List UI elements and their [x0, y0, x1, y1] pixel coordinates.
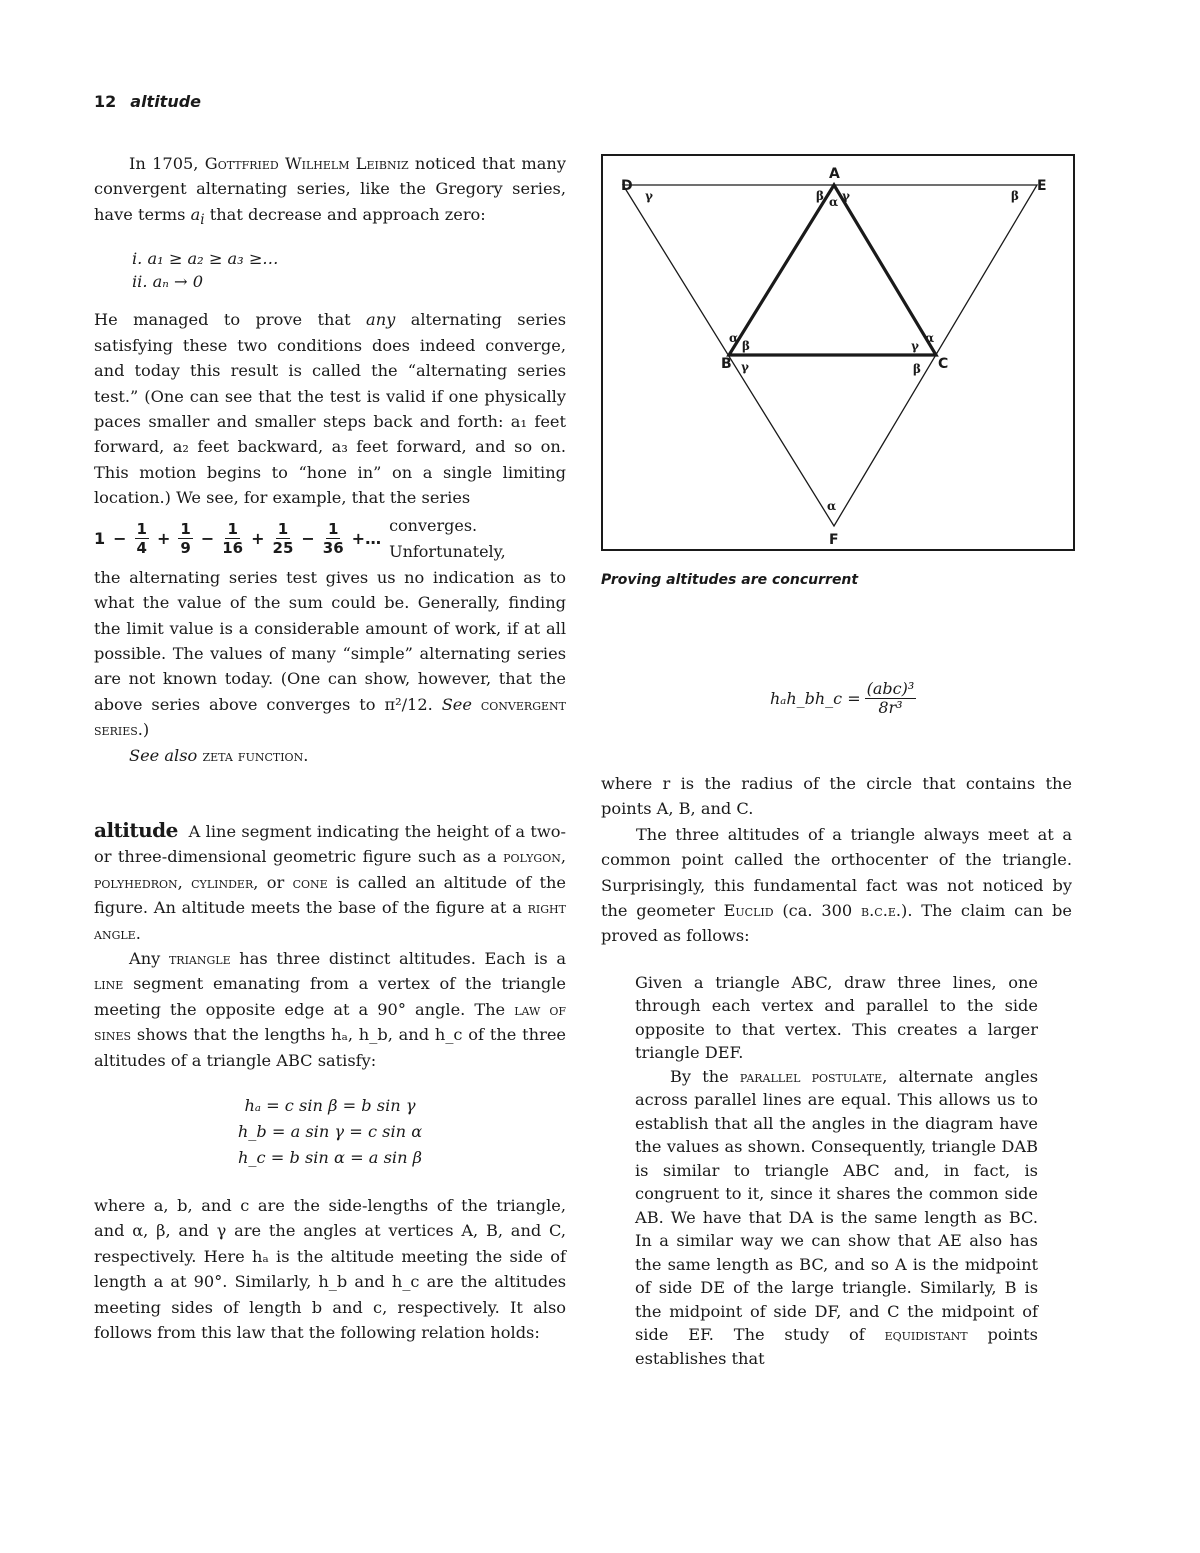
inner-triangle — [729, 185, 936, 355]
ref-triangle[interactable]: triangle — [168, 948, 231, 968]
ref-law-of-sines[interactable]: law of sines — [94, 999, 566, 1045]
product-formula — [770, 680, 916, 717]
angle-C-beta: β — [913, 362, 921, 376]
left-column — [94, 151, 566, 1345]
paragraph-test: He managed to prove that any alternating series satisfying these two conditions does indeed converge, and today this result is called the “alternating series test.” (One can see that the test is valid if one physically paces smaller and smaller steps back and forth: a₁ feet forward, a₂ feet backward, a₃ feet forward, and so on. This motion begins to “hone in” on a single limiting location.) We see, for example, that the series — [94, 310, 566, 508]
condition-ii: ii. aₙ → 0 — [132, 272, 204, 292]
angle-B-gamma: γ — [741, 360, 749, 374]
ref-right-angle[interactable]: right angle — [94, 898, 566, 943]
right-column — [601, 771, 1072, 1370]
ref-cone[interactable]: cone — [292, 872, 328, 892]
equations — [94, 1093, 566, 1171]
label-C: C — [938, 356, 949, 372]
label-B: B — [721, 356, 732, 372]
label-A: A — [829, 166, 840, 182]
paragraph-limit: the alternating series test gives us no indication as to what the value of the sum could be. Generally, finding the limit value is a considerable amount of work, if at all possible. The values of many “simple” alternating series are not known today. (One can show, however, that the above series above converges to π²/12. See convergent series.) — [94, 567, 566, 740]
see-also: See also zeta function. — [129, 745, 309, 765]
entry-altitude: altitude A line segment indicating the height of a two- or three-dimensional geometric figure such as a polygon, polyhedron, cylinder, or cone is called an altitude of the figure. An altitude meets the base of the figure at a right angle. — [94, 817, 567, 943]
angle-D-gamma: γ — [645, 189, 653, 203]
paragraph-leibniz: In 1705, Gottfried Wilhelm Leibniz noticed that many convergent alternating series, like the Gregory series, have terms $a_i$ that decrease and approach zero: — [94, 154, 566, 229]
ref-zeta-function[interactable]: zeta function — [202, 745, 304, 765]
paragraph-orthocenter: The three altitudes of a triangle always meet at a common point called the orthocenter of the triangle. Surprisingly, this fundamental fact was not noticed by the geometer Euclid (ca. 300 b.c.e.). The claim can be proved as follows: — [601, 824, 1072, 946]
formula-denominator: 8r³ — [878, 698, 903, 717]
fraction: $\frac{1}{4}$ — [136, 520, 147, 558]
triangle-diagram — [603, 156, 1073, 549]
figure-box — [601, 154, 1075, 551]
label-F: F — [829, 532, 839, 548]
angle-A-gamma: γ — [842, 189, 850, 203]
angle-F-alpha: α — [827, 499, 837, 513]
fraction: $\frac{1}{16}$ — [222, 520, 244, 558]
angle-B-alpha: α — [729, 331, 739, 345]
paragraph-radius: where r is the radius of the circle that contains the points A, B, and C. — [601, 774, 1072, 819]
formula-numerator: (abc)³ — [866, 679, 915, 698]
running-header — [94, 92, 201, 111]
angle-B-beta: β — [742, 339, 750, 353]
condition-i: i. a₁ ≥ a₂ ≥ a₃ ≥… — [132, 249, 279, 269]
ref-line[interactable]: line — [94, 974, 124, 994]
fraction: $\frac{1}{9}$ — [180, 520, 191, 558]
label-D: D — [621, 178, 633, 194]
fraction: $\frac{1}{25}$ — [272, 520, 294, 558]
condition-list — [132, 247, 566, 293]
ref-parallel-postulate[interactable]: parallel postulate — [739, 1066, 883, 1086]
equation-1: hₐ = c sin β = b sin γ — [244, 1096, 416, 1116]
proof-paragraph-1: Given a triangle ABC, draw three lines, one through each vertex and parallel to the side opposite to that vertex. This creates a larger triangle DEF. — [635, 972, 1038, 1063]
figure-caption: Proving altitudes are concurrent — [601, 572, 859, 588]
ref-equidistant[interactable]: equidistant — [884, 1325, 968, 1345]
proof-paragraph-2: By the parallel postulate, alternate angles across parallel lines are equal. This allows us to establish that all the angles in the diagram have the values as shown. Consequently, triangle DAB is similar to triangle ABC and, in fact, is congruent to it, since it shares the common side AB. We have that DA is the same length as BC. In a similar way we can show that AE also has the same length as BC, and so A is the midpoint of side DE of the large triangle. Similarly, B is the midpoint of side DF, and C the midpoint of side EF. The study of equidistant points establishes that — [635, 1066, 1038, 1368]
ref-leibniz[interactable]: Gottfried Wilhelm Leibniz — [204, 154, 409, 173]
running-title: altitude — [130, 92, 202, 111]
angle-C-gamma: γ — [911, 339, 919, 353]
fraction: $\frac{1}{36}$ — [322, 520, 344, 558]
series-expression: 1 − $\frac{1}{4}$ + $\frac{1}{9}$ − $\frac{1}{16}$ + $\frac{1}{25}$ − $\frac{1}{36}$ +… converges. Unfortunately, — [94, 516, 506, 561]
formula-lhs: hₐh_bh_c = — [770, 689, 861, 708]
paragraph-where: where a, b, and c are the side-lengths of the triangle, and α, β, and γ are the angles at vertices A, B, and C, respectively. Here hₐ is the altitude meeting the side of length a at 90°. Similarly, h_b and h_c are the altitudes meeting sides of length b and c, respectively. It also follows from this law that the following relation holds: — [94, 1196, 566, 1343]
angle-C-alpha: α — [925, 331, 935, 345]
formula-fraction — [865, 680, 917, 717]
angle-E-beta: β — [1011, 189, 1019, 203]
equation-3: h_c = b sin α = a sin β — [238, 1148, 422, 1168]
proof-block — [635, 971, 1038, 1065]
label-E: E — [1037, 178, 1047, 194]
paragraph-three-altitudes: Any triangle has three distinct altitudes. Each is a line segment emanating from a vertex of the triangle meeting the opposite edge at a 90° angle. The law of sines shows that the lengths hₐ, h_b, and h_c of the three altitudes of a triangle ABC satisfy: — [94, 948, 566, 1070]
angle-A-beta: β — [816, 189, 824, 203]
ref-euclid[interactable]: Euclid — [723, 901, 774, 921]
ref-convergent-series[interactable]: convergent series — [94, 694, 566, 740]
angle-A-alpha: α — [829, 195, 839, 209]
entry-headword: altitude — [94, 817, 178, 842]
page-number: 12 — [94, 92, 117, 111]
ref-shapes[interactable]: polygon, polyhedron, cylinder, — [94, 847, 566, 892]
equation-2: h_b = a sin γ = c sin α — [237, 1122, 423, 1142]
